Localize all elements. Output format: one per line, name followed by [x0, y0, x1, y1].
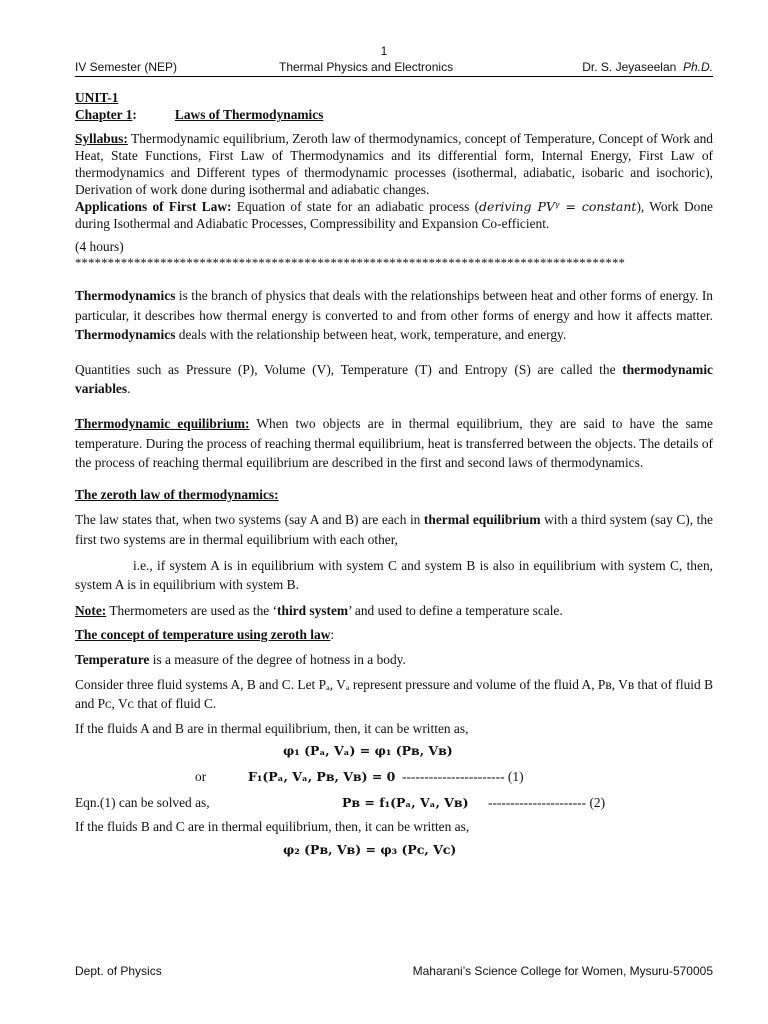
note-paragraph: Note: Thermometers are used as the ‘third system’ and used to define a temperature scale.	[75, 602, 563, 618]
page-content	[75, 89, 713, 863]
unit-title: UNIT-1	[75, 90, 119, 105]
chapter-heading: Chapter 1: Laws of Thermodynamics	[75, 107, 324, 122]
duration: (4 hours)	[75, 239, 124, 254]
header-author-degree: Ph.D.	[682, 60, 713, 74]
zeroth-law-heading: The zeroth law of thermodynamics:	[75, 486, 279, 502]
applications-label: Applications of First Law:	[75, 199, 232, 214]
adiabatic-formula: deriving PVᵞ = constant	[479, 199, 637, 214]
fluids-bc-text: If the fluids B and C are in thermal equilibrium, then, it can be written as,	[75, 819, 470, 835]
equation-1: or F₁(Pₐ, Vₐ, Pʙ, Vʙ) = 0 ----------------------- (1)	[195, 769, 524, 785]
fluid-systems-paragraph: Consider three fluid systems A, B and C. Let Pₐ, Vₐ represent pressure and volume of the fluid A, Pʙ, Vʙ that of fluid B and Pᴄ, Vᴄ that of fluid C.	[75, 676, 713, 712]
page-header	[75, 60, 713, 77]
equation-phi1: φ₁ (Pₐ, Vₐ) = φ₁ (Pʙ, Vʙ)	[283, 743, 453, 759]
separator-stars: ************************************************************************************	[75, 256, 626, 270]
header-author	[582, 60, 713, 74]
syllabus-paragraph	[75, 130, 713, 198]
equilibrium-paragraph: Thermodynamic equilibrium: When two objects are in thermal equilibrium, they are said to have the same temperature. During the process of reaching thermal equilibrium, heat is transferred between the objects. The details of the process of reaching thermal equilibrium are described in the first and second laws of thermodynamics.	[75, 415, 713, 471]
equation-phi2: φ₂ (Pʙ, Vʙ) = φ₃ (Pᴄ, Vᴄ)	[283, 841, 457, 857]
syllabus-label: Syllabus:	[75, 131, 128, 146]
equilibrium-label: Thermodynamic equilibrium:	[75, 415, 250, 431]
zeroth-law-paragraph: The law states that, when two systems (say A and B) are each in thermal equilibrium with a third system (say C), the first two systems are in thermal equilibrium with each other,	[75, 512, 713, 547]
variables-paragraph: Quantities such as Pressure (P), Volume (V), Temperature (T) and Entropy (S) are called the thermodynamic variables.	[75, 361, 713, 397]
syllabus-text: Thermodynamic equilibrium, Zeroth law of thermodynamics, concept of Temperature, Concept of Work and Heat, State Functions, First Law of Thermodynamics and its differential form, Internal Energy, First Law of thermodynamics and Different types of thermodynamic processes (isothermal, adiabatic, isobaric and isochoric), Derivation of work done during isothermal and adiabatic changes.	[75, 131, 714, 197]
equation-1-number: ----------------------- (1)	[402, 769, 524, 785]
page-number: 1	[380, 44, 388, 58]
intro-paragraph: Thermodynamics is the branch of physics that deals with the relationships between heat and other forms of energy. In particular, it describes how thermal energy is converted to and from other forms of energy and how it affects matter. Thermodynamics deals with the relationship between heat, work, temperature, and energy.	[75, 288, 713, 343]
header-course: Thermal Physics and Electronics	[279, 60, 454, 74]
applications-paragraph: Applications of First Law: Equation of state for an adiabatic process (deriving PVᵞ = constant), Work Done during Isothermal and Adiabatic Processes, Compressibility and Expansion Co-efficient.	[75, 199, 714, 231]
header-author-name: Dr. S. Jeyaseelan	[582, 60, 677, 74]
header-semester: IV Semester (NEP)	[75, 60, 178, 74]
temperature-concept-heading: The concept of temperature using zeroth law:	[75, 627, 335, 643]
zeroth-law-example: i.e., if system A is in equilibrium with system C and system B is also in equilibrium with system C, then, system A is in equilibrium with system B.	[75, 557, 713, 593]
temperature-definition: Temperature is a measure of the degree of hotness in a body.	[75, 651, 406, 667]
equation-2: Eqn.(1) can be solved as, Pʙ = f₁(Pₐ, Vₐ, Vʙ) ---------------------- (2)	[75, 795, 606, 811]
chapter-label: Chapter 1	[75, 107, 133, 122]
chapter-title: Laws of Thermodynamics	[174, 107, 324, 122]
fluids-ab-text: If the fluids A and B are in thermal equilibrium, then, it can be written as,	[75, 720, 469, 736]
equation-2-number: ---------------------- (2)	[488, 795, 606, 811]
footer-department: Dept. of Physics	[75, 964, 162, 978]
footer-college: Maharani’s Science College for Women, Mysuru-570005	[412, 964, 713, 978]
